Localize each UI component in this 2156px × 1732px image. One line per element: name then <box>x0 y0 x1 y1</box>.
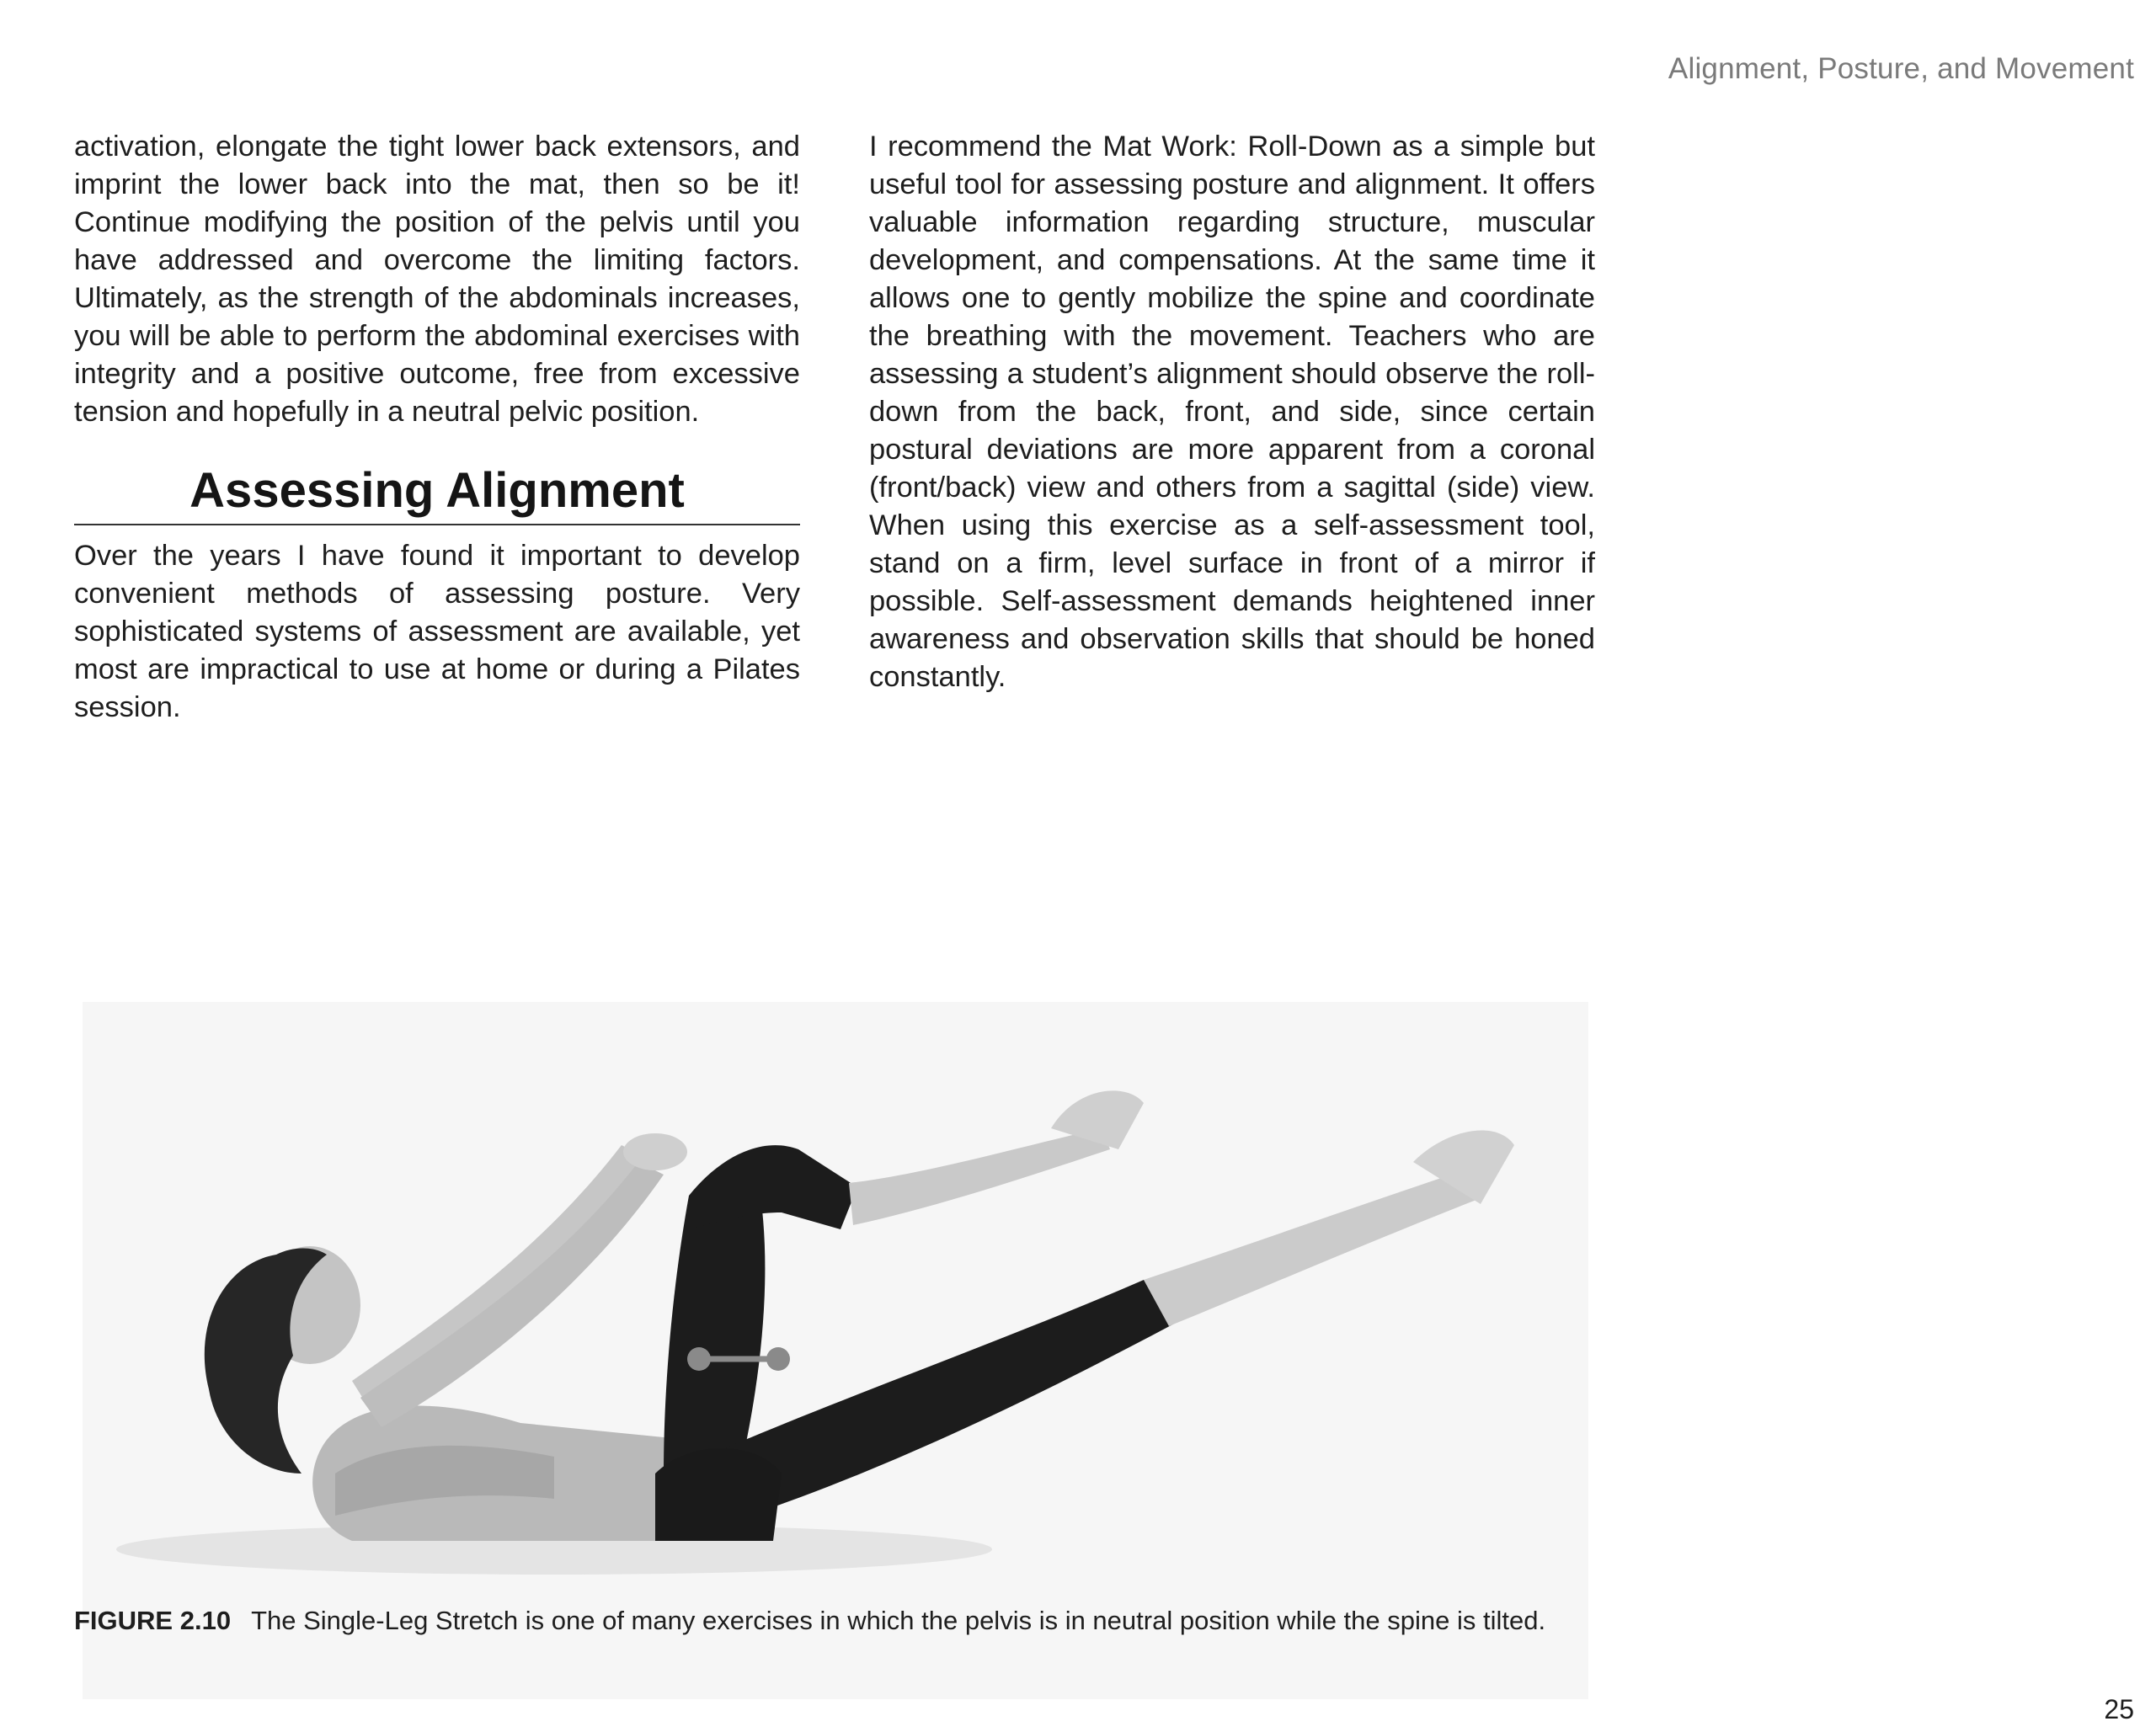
figure-caption <box>74 1604 1641 1638</box>
figure-label: FIGURE 2.10 <box>74 1606 232 1635</box>
figure-caption-text: The Single-Leg Stretch is one of many exercises in which the pelvis is in neutral position while the spine is tilted. <box>251 1606 1546 1635</box>
right-column <box>869 128 1595 696</box>
running-head: Alignment, Posture, and Movement <box>1668 52 2134 85</box>
left-column-paragraph-2 <box>74 537 800 727</box>
left-column-paragraph-1 <box>74 128 800 431</box>
body-paragraph: activation, elongate the tight lower back extensors, and imprint the lower back into the mat, then so be it! Continue modifying the position of the pelvis until you have addressed and overcome the limiting factors. Ultimately, as the strength of the abdominals increases, you will be able to perform the abdominal exercises with integrity and a positive outcome, free from excessive tension and hopefully in a neutral pelvic position. <box>74 131 800 428</box>
exercise-photo-illustration <box>83 1002 1588 1699</box>
page-number: 25 <box>2104 1694 2134 1724</box>
body-paragraph: Over the years I have found it important to develop convenient methods of assessing posture. Very sophisticated systems of assessment are available, yet most are impractical to use at home or during a Pilates session. <box>74 540 800 723</box>
section-heading: Assessing Alignment <box>74 461 800 525</box>
body-paragraph: I recommend the Mat Work: Roll-Down as a simple but useful tool for assessing posture and alignment. It offers valuable information regarding structure, muscular development, and compensations. At the same time it allows one to gently mobilize the spine and coordinate the breathing with the movement. Teachers who are assessing a student’s alignment should observe the roll-down from the back, front, and side, since certain postural deviations are more apparent from a coronal (front/back) view and others from a sagittal (side) view. When using this exercise as a self-assessment tool, stand on a firm, level surface in front of a mirror if possible. Self-assessment demands heightened inner awareness and observation skills that should be honed constantly. <box>869 131 1595 693</box>
figure-photo <box>83 1002 1588 1699</box>
